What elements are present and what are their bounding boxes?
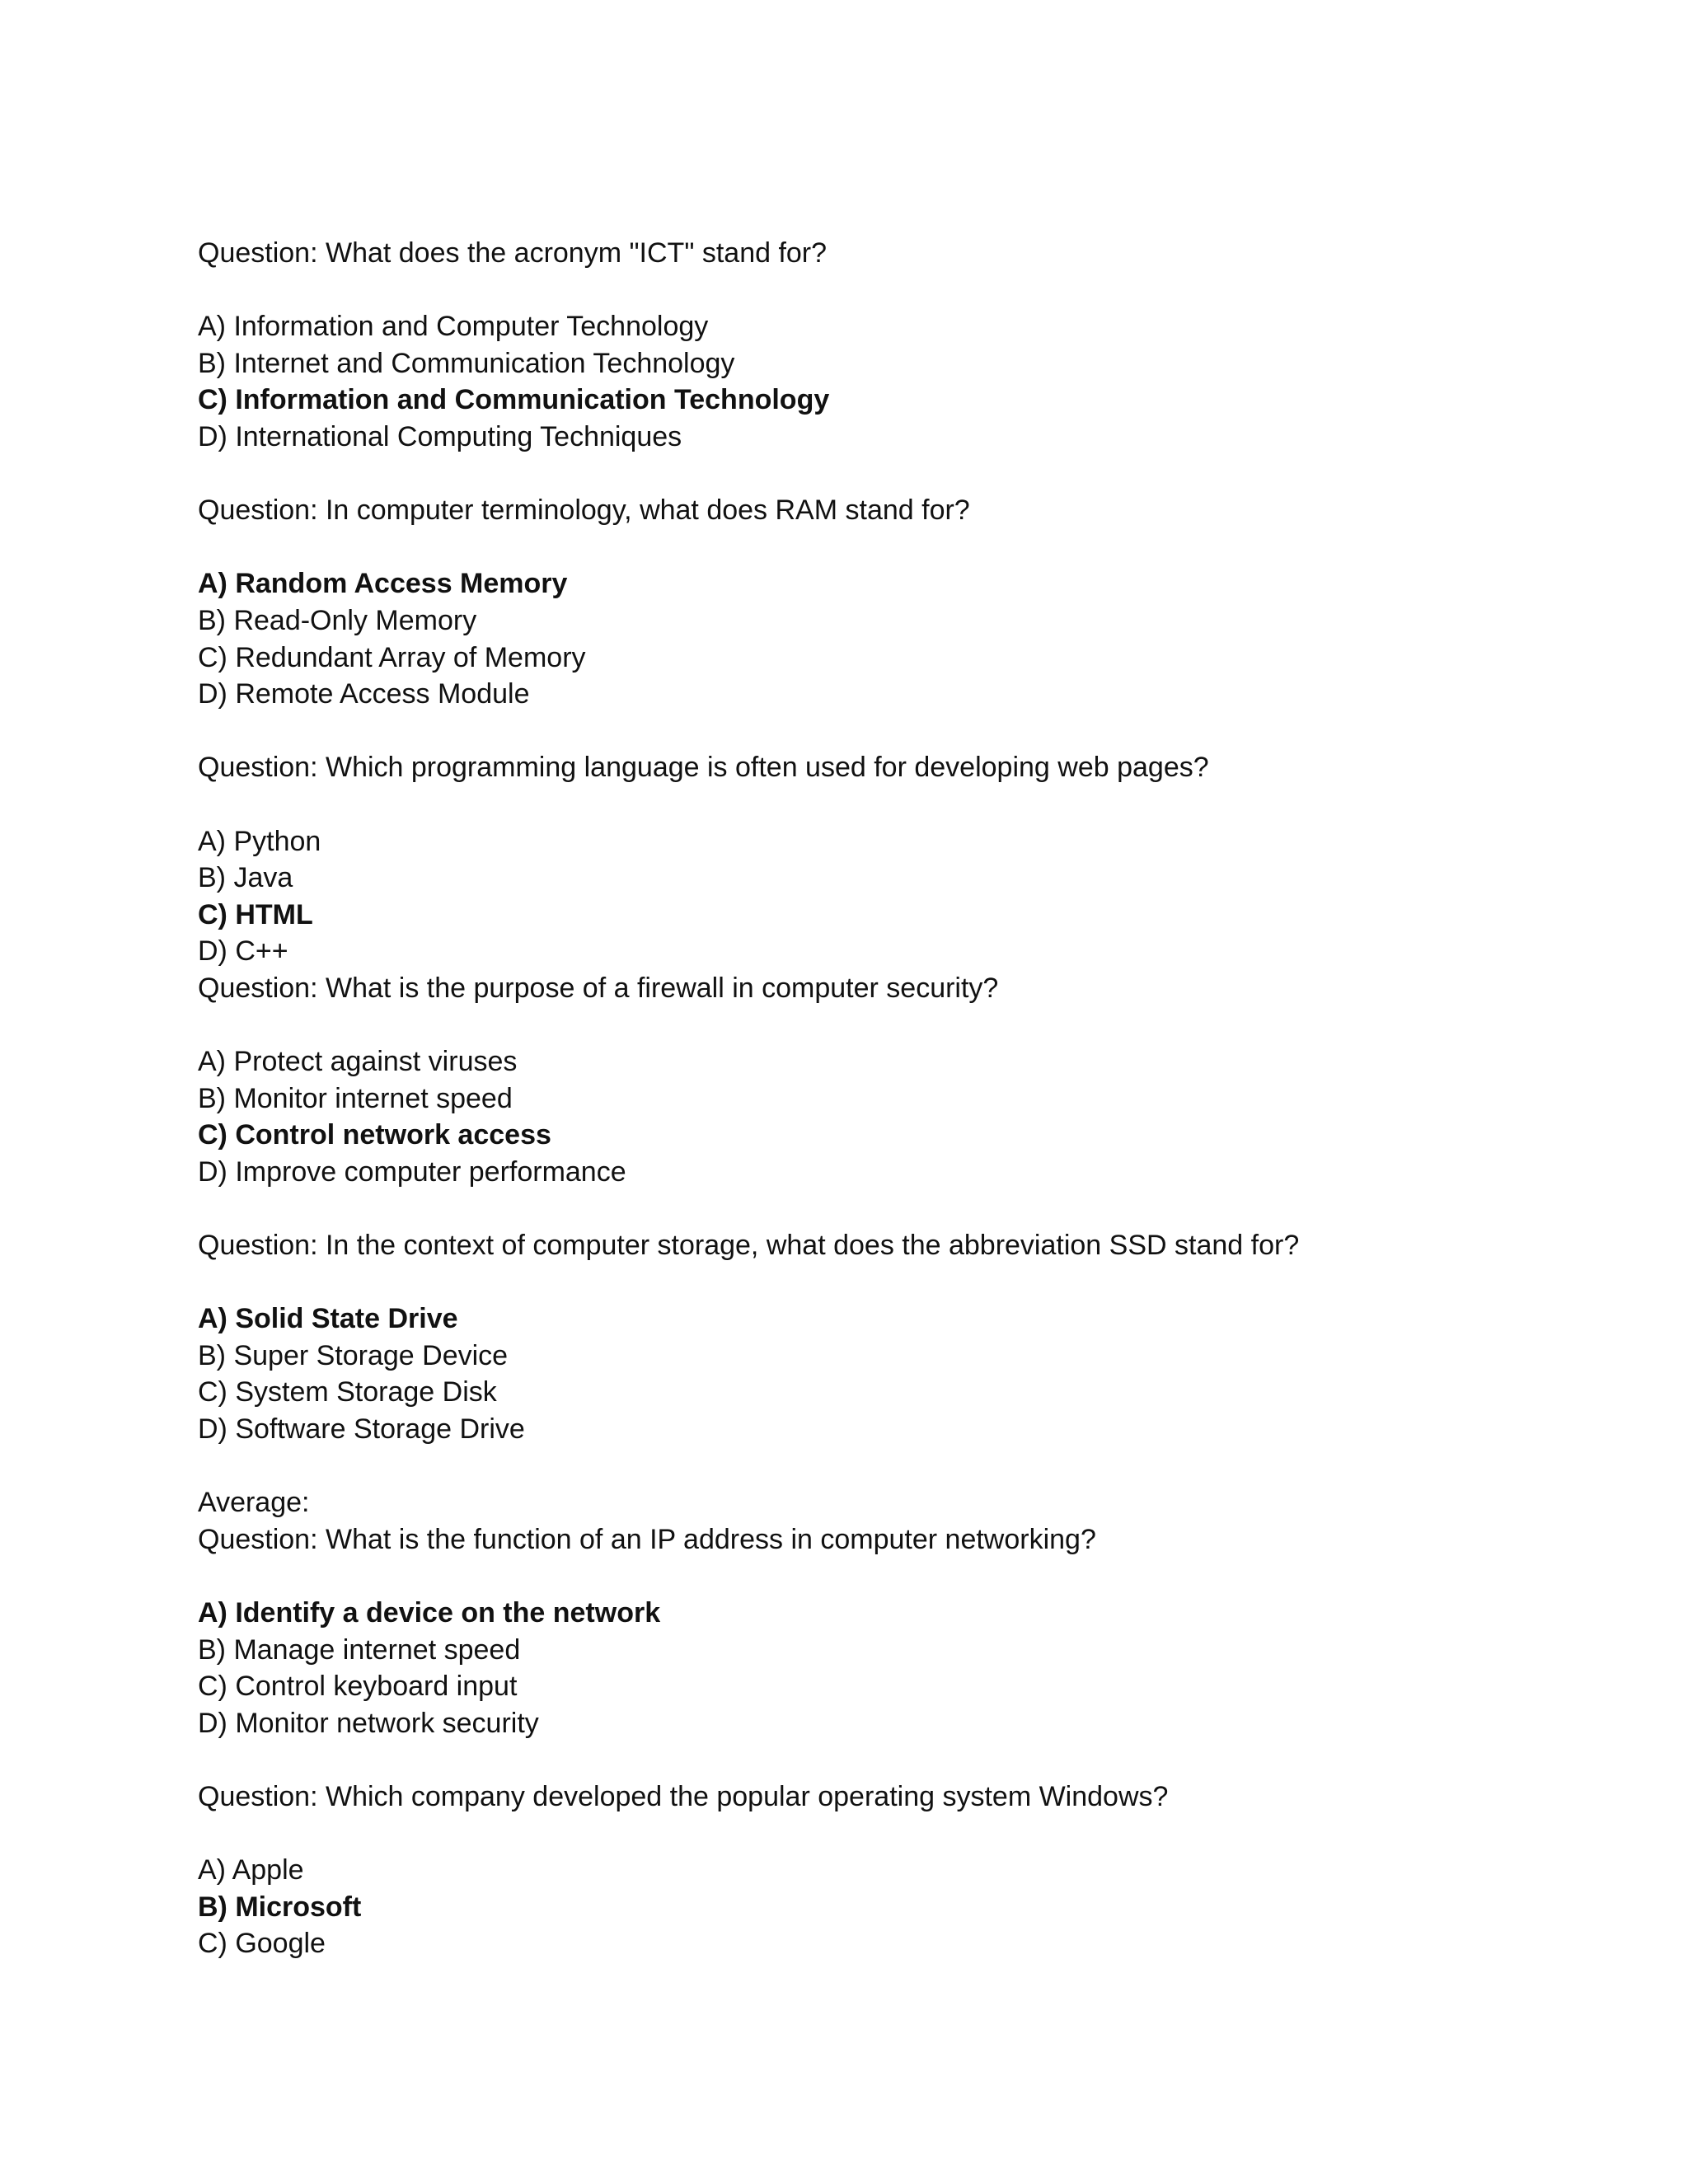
question-text: Question: In computer terminology, what does RAM stand for? — [198, 494, 970, 527]
blank-line — [198, 1741, 1599, 1779]
answer-option: A) Python — [198, 825, 321, 857]
answer-option: B) Manage internet speed — [198, 1633, 521, 1666]
correct-answer-option: A) Identify a device on the network — [198, 1596, 661, 1629]
answer-option: B) Internet and Communication Technology — [198, 347, 735, 379]
blank-line — [198, 1190, 1599, 1227]
answer-option: D) Remote Access Module — [198, 678, 530, 710]
answer-option: B) Monitor internet speed — [198, 1082, 513, 1114]
blank-line — [198, 713, 1599, 750]
answer-option: C) Redundant Array of Memory — [198, 641, 586, 673]
blank-line — [198, 1816, 1599, 1853]
question-text: Question: Which programming language is often used for developing web pages? — [198, 752, 1209, 784]
answer-option: A) Protect against viruses — [198, 1046, 518, 1078]
question-text: Question: In the context of computer storage, what does the abbreviation SSD stand for? — [198, 1230, 1300, 1262]
correct-answer-option: C) Control network access — [198, 1119, 551, 1151]
answer-option: D) Improve computer performance — [198, 1155, 626, 1188]
blank-line — [198, 272, 1599, 309]
answer-option: C) Control keyboard input — [198, 1671, 518, 1703]
answer-option: B) Java — [198, 862, 293, 894]
correct-answer-option: C) HTML — [198, 898, 313, 930]
answer-option: D) C++ — [198, 935, 288, 968]
question-text: Question: Which company developed the popular operating system Windows? — [198, 1780, 1169, 1812]
answer-option: B) Read-Only Memory — [198, 604, 477, 636]
question-text: Question: What is the purpose of a firewall in computer security? — [198, 972, 999, 1004]
answer-option: A) Apple — [198, 1854, 304, 1886]
answer-option: C) Google — [198, 1928, 326, 1960]
correct-answer-option: B) Microsoft — [198, 1891, 362, 1923]
blank-line — [198, 1264, 1599, 1301]
answer-option: D) International Computing Techniques — [198, 420, 682, 452]
answer-option: C) System Storage Disk — [198, 1376, 497, 1408]
correct-answer-option: A) Solid State Drive — [198, 1303, 458, 1335]
document-body — [198, 235, 1599, 1962]
correct-answer-option: A) Random Access Memory — [198, 568, 568, 600]
blank-line — [198, 1558, 1599, 1595]
correct-answer-option: C) Information and Communication Technology — [198, 384, 830, 416]
answer-option: D) Monitor network security — [198, 1707, 539, 1739]
answer-option: B) Super Storage Device — [198, 1339, 509, 1371]
blank-line — [198, 1006, 1599, 1043]
blank-line — [198, 529, 1599, 566]
blank-line — [198, 786, 1599, 823]
section-label: Average: — [198, 1487, 310, 1519]
answer-option: D) Software Storage Drive — [198, 1413, 525, 1445]
blank-line — [198, 456, 1599, 493]
question-text: Question: What does the acronym "ICT" stand for? — [198, 237, 828, 269]
question-text: Question: What is the function of an IP address in computer networking? — [198, 1523, 1096, 1555]
answer-option: A) Information and Computer Technology — [198, 311, 709, 343]
blank-line — [198, 1448, 1599, 1485]
